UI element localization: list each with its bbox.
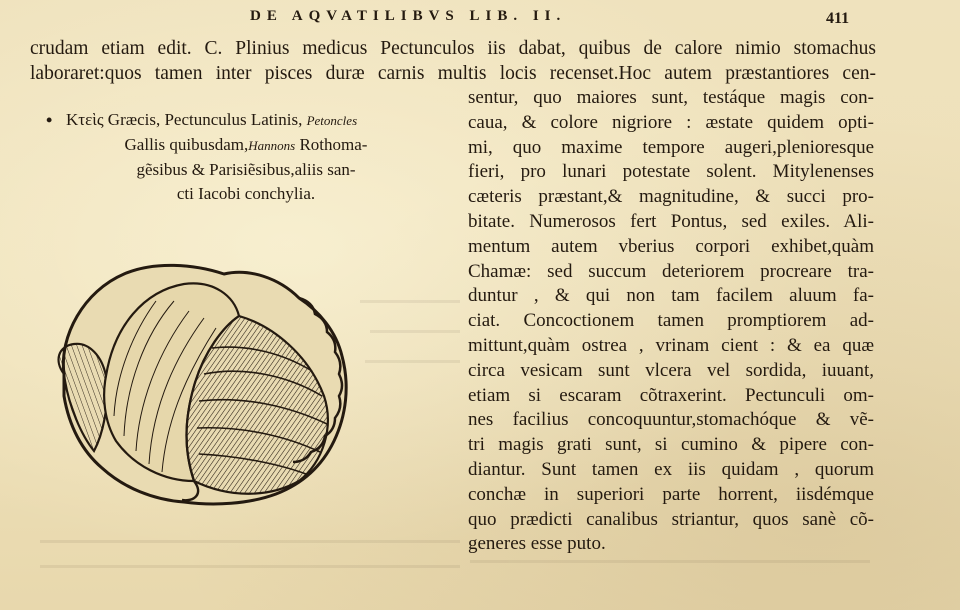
right-text-column — [468, 86, 874, 557]
body-line: mentum autem vberius corpori exhibet,quàm — [468, 235, 874, 257]
running-head: DE AQVATILIBVS LIB. II. — [250, 8, 567, 24]
marginal-text: Rothoma- — [299, 135, 368, 154]
body-line: diantur. Sunt tamen ex iis quidam , quorum — [468, 458, 874, 480]
marginal-line: gẽsibus & Parisiẽsibus,aliis san- — [136, 160, 356, 179]
body-line: mittunt,quàm ostrea , vrinam cient : & ea quæ — [468, 334, 874, 356]
body-line: cæteris præstant,& magnitudine, & succi pro- — [468, 186, 874, 208]
marginal-line — [46, 133, 446, 158]
body-line: fieri, pro lunari potestate solent. Mitylenenses — [468, 161, 874, 183]
body-line: generes esse puto. — [468, 533, 606, 555]
body-line: circa vesicam sunt vlcera vel sordida, iuuant, — [468, 359, 874, 381]
marginal-line: cti Iacobi conchylia. — [176, 184, 316, 203]
body-line: sentur, quo maiores sunt, testáque magis con- — [468, 87, 874, 108]
marginal-small-text: Hannons — [248, 138, 296, 153]
bullet-icon: • — [46, 110, 53, 130]
body-line: duntur , & qui non tam facilem aluum fa- — [468, 285, 874, 307]
body-line: conchæ in superiori parte horrent, iisdémque — [468, 483, 874, 505]
body-line: crudam etiam edit. C. Plinius medicus Pectunculos iis dabat, quibus de calore nimio stomachus — [30, 38, 876, 59]
body-line: nes facilius concoquuntur,stomachóque & vẽ- — [468, 409, 874, 431]
page-number: 411 — [826, 10, 850, 27]
marginal-line — [46, 108, 446, 133]
body-line: caua, & colore nigriore : æstate quidem opti- — [468, 111, 874, 133]
marginal-note — [46, 108, 446, 206]
body-line: quo prædicti canalibus striantur, quos sanè cõ- — [468, 508, 874, 530]
scallop-shell-woodcut-icon — [44, 256, 354, 508]
marginal-small-text: Petoncles — [306, 113, 358, 128]
body-line: ciat. Concoctionem tamen promptiorem ad- — [468, 310, 874, 332]
body-line: bitate. Numerosos fert Pontus, sed exiles. Ali- — [468, 210, 874, 232]
marginal-text: Κτεὶς Græcis, Pectunculus Latinis, — [66, 110, 303, 129]
body-line: tri magis grati sunt, si cumino & pipere con- — [468, 434, 874, 456]
body-line: Chamæ: sed succum deteriorem procreare tra- — [468, 260, 874, 282]
body-line: etiam si escaram cõtraxerint. Pectunculi om- — [468, 384, 874, 406]
marginal-text: Gallis quibusdam, — [124, 135, 249, 154]
body-line: mi, quo maxime tempore augeri,plenioresque — [468, 136, 874, 158]
body-line: laboraret:quos tamen inter pisces duræ carnis multis locis recenset.Hoc autem præstantiores cen- — [30, 63, 876, 84]
